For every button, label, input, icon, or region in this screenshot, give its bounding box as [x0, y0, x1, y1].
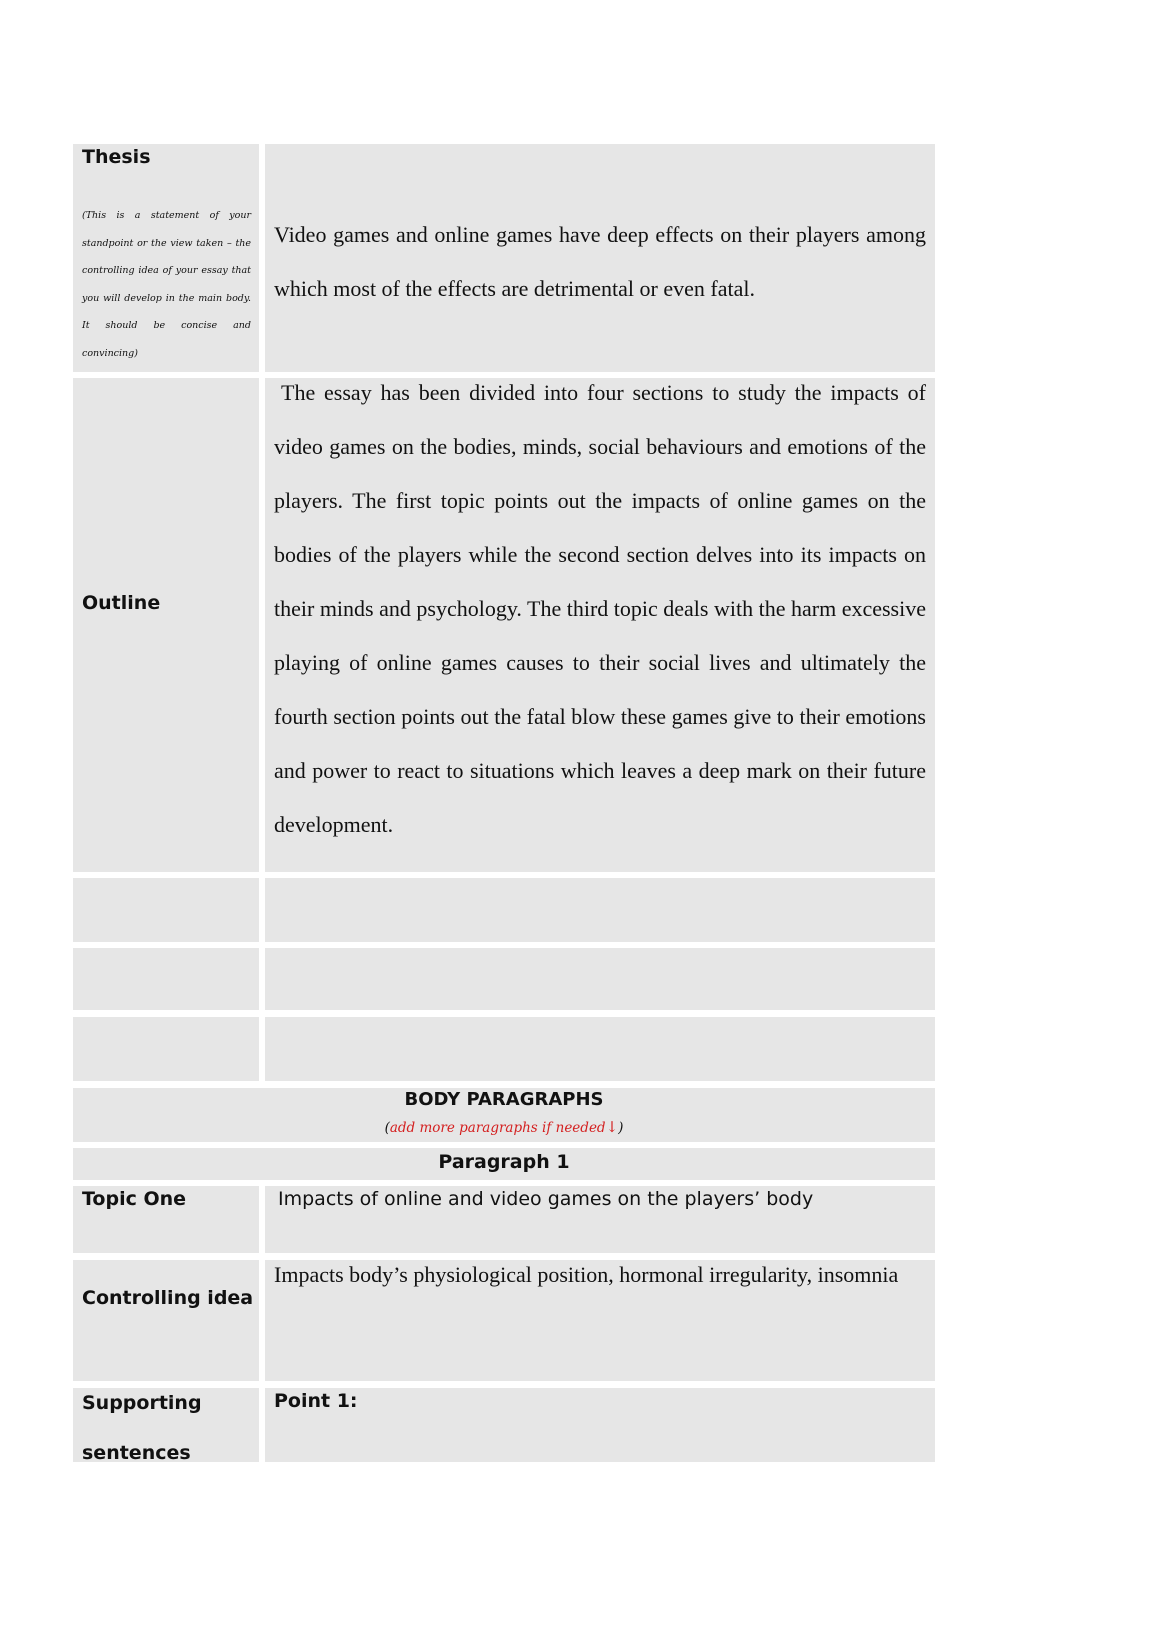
controlling-idea-text-cell: [265, 1260, 935, 1381]
outline-label: Outline: [82, 592, 161, 614]
thesis-label: Thesis: [82, 146, 151, 168]
outline-text-cell: [265, 378, 935, 872]
note-close-paren: ): [618, 1120, 624, 1136]
outline-label-cell: [73, 378, 259, 872]
thesis-label-cell: [73, 144, 259, 372]
supporting-sentences-text-cell: [265, 1388, 935, 1462]
paragraph-1-header: [73, 1148, 935, 1180]
controlling-idea-text: Impacts body’s physiological position, hormonal irregularity, insomnia: [274, 1262, 899, 1287]
supporting-sentences-label: Supporting sentences: [82, 1392, 202, 1464]
thesis-hint: (This is a statement of your standpoint or the view taken – the controlling idea of your essay that you will develop in the main body. It should be concise and convincing): [82, 210, 251, 359]
supporting-sentences-label-cell: [73, 1388, 259, 1462]
body-paragraphs-title: BODY PARAGRAPHS: [404, 1089, 604, 1110]
empty-cell-left-2: [73, 948, 259, 1010]
body-paragraphs-note: [73, 1118, 935, 1136]
empty-cell-right-1: [265, 878, 935, 942]
topic-one-label: Topic One: [82, 1188, 187, 1210]
controlling-idea-label-cell: [73, 1260, 259, 1381]
point-1-label: Point 1:: [274, 1390, 358, 1412]
empty-cell-right-2: [265, 948, 935, 1010]
empty-cell-left-1: [73, 878, 259, 942]
down-arrow-icon: ↓: [605, 1118, 619, 1136]
thesis-text: Video games and online games have deep effects on their players among which most of the effects are detrimental or even fatal.: [274, 222, 926, 301]
empty-cell-left-3: [73, 1017, 259, 1081]
controlling-idea-label: Controlling idea: [82, 1287, 254, 1309]
empty-cell-right-3: [265, 1017, 935, 1081]
paragraph-1-title: Paragraph 1: [438, 1151, 570, 1173]
body-paragraphs-header: [73, 1088, 935, 1142]
outline-text: The essay has been divided into four sections to study the impacts of video games on the bodies, minds, social behaviours and emotions of the players. The first topic points out the impacts of online games on the bodies of the players while the second section delves into its impacts on their minds and psychology. The third topic deals with the harm excessive playing of online games causes to their social lives and ultimately the fourth section points out the fatal blow these games give to their emotions and power to react to situations which leaves a deep mark on their future development.: [274, 380, 926, 837]
thesis-text-cell: [265, 144, 935, 372]
note-text: add more paragraphs if needed: [389, 1120, 606, 1136]
topic-one-text: Impacts of online and video games on the players’ body: [278, 1188, 814, 1210]
topic-one-text-cell: [265, 1186, 935, 1253]
note-open-paren: (: [384, 1120, 390, 1136]
topic-one-label-cell: [73, 1186, 259, 1253]
